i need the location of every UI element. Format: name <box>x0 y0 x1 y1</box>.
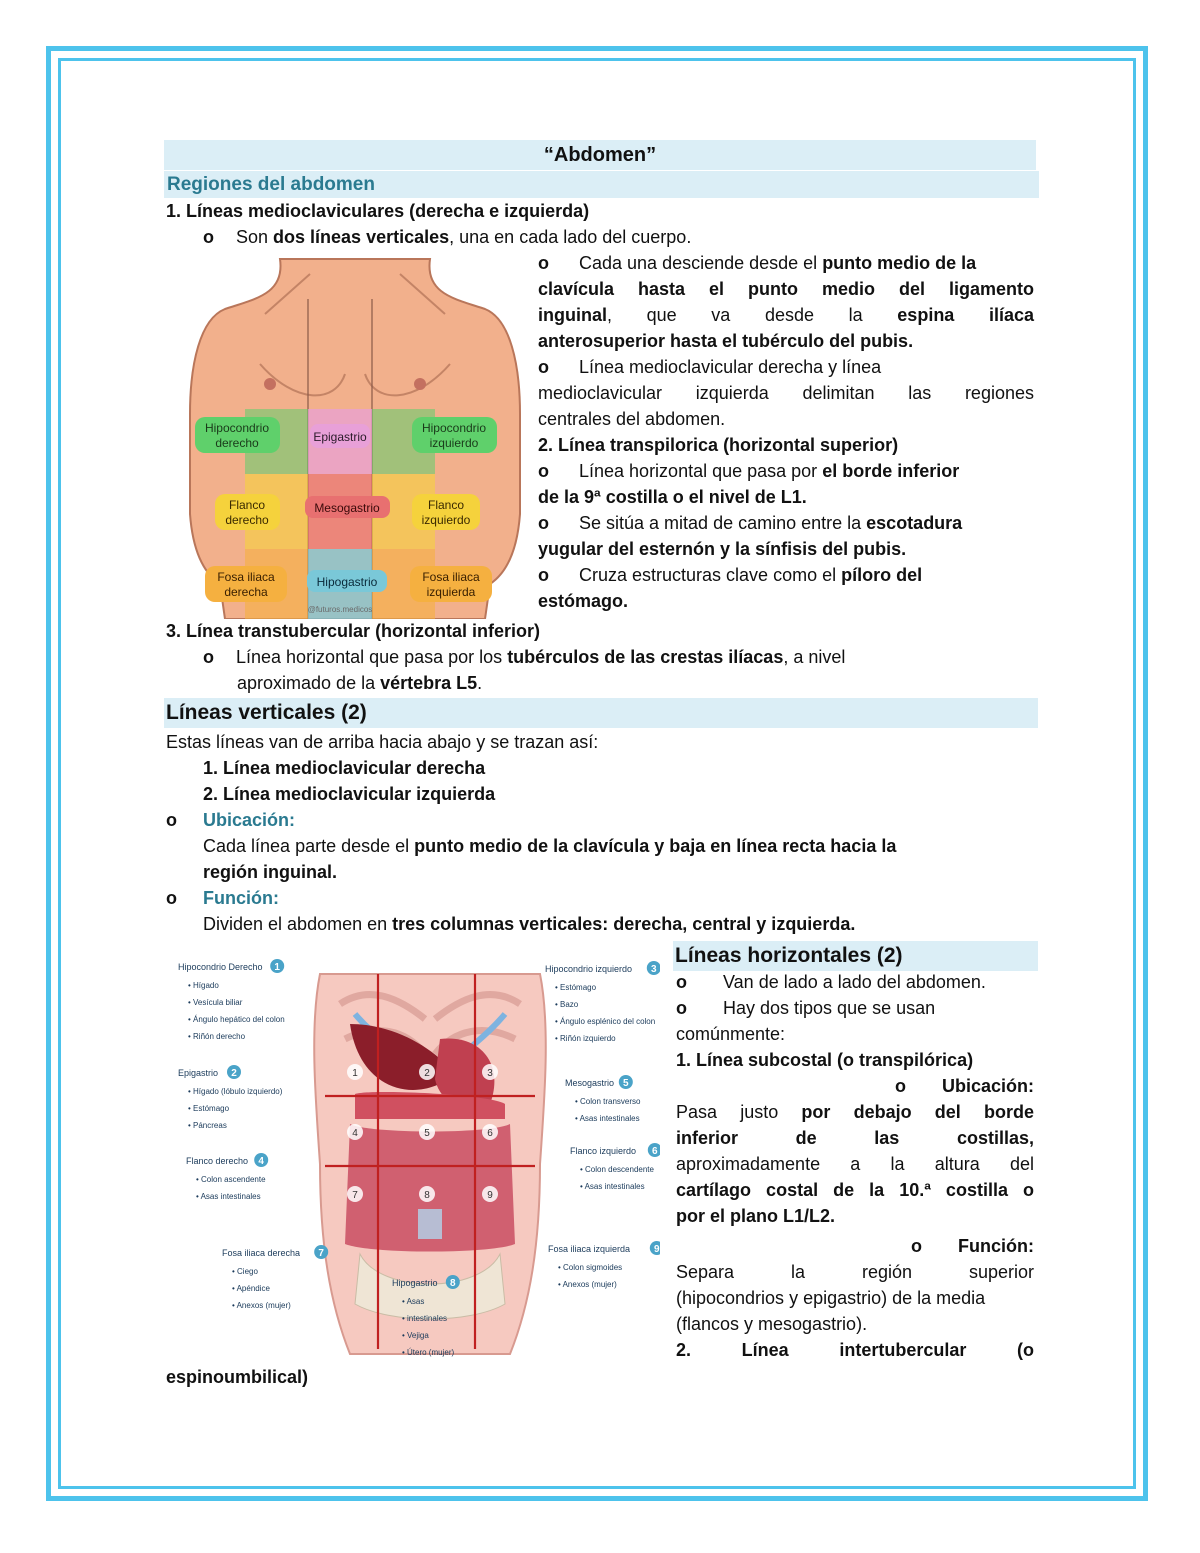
paragraph-line: inguinal, que va desde la espina ilíaca <box>538 305 1034 325</box>
organ-region-number: 1 <box>274 962 280 973</box>
paragraph-line: Cada línea parte desde el punto medio de la clavícula y baja en línea recta hacia la <box>203 836 897 856</box>
document-title: “Abdomen” <box>164 140 1036 170</box>
region-number: 8 <box>424 1190 430 1201</box>
svg-text:derecha: derecha <box>224 585 268 599</box>
paragraph-line: de la 9ª costilla o el nivel de L1. <box>538 487 807 507</box>
svg-text:Fosa iliaca: Fosa iliaca <box>217 570 275 584</box>
paragraph-line: por el plano L1/L2. <box>676 1206 836 1226</box>
list-item: o Ubicación: <box>166 810 296 830</box>
list-item: o Se sitúa a mitad de camino entre la escotadura <box>538 513 963 533</box>
organ-item: • Asas intestinales <box>580 1182 645 1191</box>
region-number: 2 <box>424 1068 430 1079</box>
organ-item: • Colon descendente <box>580 1165 654 1174</box>
region-number: 1 <box>352 1068 358 1079</box>
item-medioclaviculares: 1. Líneas medioclaviculares (derecha e izquierda) <box>166 201 590 221</box>
organ-item: • Hígado <box>188 981 219 990</box>
list-item: 2. Línea medioclavicular izquierda <box>203 784 496 804</box>
paragraph-line: Separa la región superior <box>676 1262 1034 1282</box>
list-item: o Van de lado a lado del abdomen. <box>676 972 986 992</box>
organ-item: • Ángulo esplénico del colon <box>555 1017 656 1026</box>
organ-item: • intestinales <box>402 1314 448 1323</box>
organ-region-title: Flanco derecho <box>186 1156 249 1166</box>
list-item: 1. Línea medioclavicular derecha <box>203 758 486 778</box>
organ-item: • Asas <box>402 1297 425 1306</box>
organ-item: • Vesícula biliar <box>188 998 243 1007</box>
svg-text:Hipogastrio: Hipogastrio <box>316 575 378 589</box>
svg-text:Hipocondrio: Hipocondrio <box>204 421 270 435</box>
paragraph-line: Pasa justo por debajo del borde <box>676 1102 1034 1122</box>
organ-region-number: 5 <box>623 1078 629 1089</box>
organ-item: • Ángulo hepático del colon <box>188 1015 285 1024</box>
item-intertubercular: 2. Línea intertubercular (o <box>676 1340 1034 1360</box>
organ-item: • Ciego <box>232 1267 258 1276</box>
svg-text:izquierdo: izquierdo <box>429 436 479 450</box>
list-item: o Línea medioclavicular derecha y línea <box>538 357 882 377</box>
paragraph-line: aproximadamente a la altura del <box>676 1154 1034 1174</box>
svg-text:izquierda: izquierda <box>426 585 476 599</box>
item-subcostal: 1. Línea subcostal (o transpilórica) <box>676 1050 974 1070</box>
paragraph-line: medioclavicular izquierda delimitan las regiones <box>538 383 1034 403</box>
paragraph-line: centrales del abdomen. <box>538 409 726 429</box>
list-item: o Función: <box>166 888 279 908</box>
item-transtubercular: 3. Línea transtubercular (horizontal inferior) <box>166 621 541 641</box>
paragraph-line: aproximado de la vértebra L5. <box>237 673 483 693</box>
organ-item: • Bazo <box>555 1000 579 1009</box>
region-number: 5 <box>424 1128 430 1139</box>
list-item: o Hay dos tipos que se usan <box>676 998 936 1018</box>
organ-region-number: 4 <box>258 1156 264 1167</box>
svg-text:Epigastrio: Epigastrio <box>313 430 367 444</box>
region-number: 3 <box>487 1068 493 1079</box>
svg-text:derecho: derecho <box>225 513 269 527</box>
list-item: o Línea horizontal que pasa por los tubérculos de las crestas ilíacas, a nivel <box>203 647 846 667</box>
svg-text:Flanco: Flanco <box>427 498 465 512</box>
svg-text:Flanco: Flanco <box>228 498 266 512</box>
section-heading-regiones: Regiones del abdomen <box>164 171 1039 198</box>
organ-region-title: Mesogastrio <box>565 1078 615 1088</box>
svg-text:Hipocondrio: Hipocondrio <box>421 421 487 435</box>
organ-region-number: 3 <box>651 964 657 975</box>
organ-region-title: Hipocondrio Derecho <box>178 962 263 972</box>
organ-item: • Colon transverso <box>575 1097 641 1106</box>
paragraph-line: Dividen el abdomen en tres columnas verticales: derecha, central y izquierda. <box>203 914 856 934</box>
paragraph-line: cartílago costal de la 10.ª costilla o <box>676 1180 1034 1200</box>
organ-item: • Colon sigmoides <box>558 1263 623 1272</box>
paragraph-line: espinoumbilical) <box>166 1367 309 1387</box>
organ-item: • Apéndice <box>232 1284 270 1293</box>
organ-item: • Estómago <box>555 983 597 992</box>
organ-item: • Asas intestinales <box>575 1114 640 1123</box>
paragraph-line: comúnmente: <box>676 1024 786 1044</box>
organ-item: • Anexos (mujer) <box>558 1280 617 1289</box>
paragraph-line: región inguinal. <box>203 862 337 882</box>
abdomen-organs-illustration <box>170 944 660 1364</box>
organ-region-title: Fosa iliaca izquierda <box>548 1244 631 1254</box>
list-item: o Ubicación: <box>894 1076 1034 1096</box>
abdomen-regions-illustration <box>185 254 522 619</box>
organ-item: • Páncreas <box>188 1121 227 1130</box>
list-item: o Cada una desciende desde el punto medio de la <box>538 253 977 273</box>
paragraph-line: (flancos y mesogastrio). <box>676 1314 868 1334</box>
organ-item: • Vejiga <box>402 1331 429 1340</box>
organ-region-number: 9 <box>654 1244 660 1255</box>
svg-text:izquierdo: izquierdo <box>421 513 471 527</box>
organ-region-number: 8 <box>450 1278 456 1289</box>
organ-region-number: 6 <box>652 1146 658 1157</box>
organ-region-number: 2 <box>231 1068 237 1079</box>
organ-region-title: Epigastrio <box>178 1068 219 1078</box>
paragraph-line: estómago. <box>538 591 629 611</box>
svg-text:Fosa iliaca: Fosa iliaca <box>422 570 480 584</box>
organ-region-title: Hipocondrio izquierdo <box>545 964 633 974</box>
organ-item: • Asas intestinales <box>196 1192 261 1201</box>
organ-item: • Riñón derecho <box>188 1032 246 1041</box>
region-number: 6 <box>487 1128 493 1139</box>
svg-text:Mesogastrio: Mesogastrio <box>314 501 380 515</box>
paragraph-line: inferior de las costillas, <box>676 1128 1034 1148</box>
organ-item: • Hígado (lóbulo izquierdo) <box>188 1087 283 1096</box>
paragraph-line: clavícula hasta el punto medio del ligamento <box>538 279 1034 299</box>
organ-item: • Anexos (mujer) <box>232 1301 291 1310</box>
organ-item: • Útero (mujer) <box>402 1348 455 1357</box>
paragraph-line: Estas líneas van de arriba hacia abajo y se trazan así: <box>166 732 599 752</box>
organ-item: • Colon ascendente <box>196 1175 266 1184</box>
organ-region-title: Fosa iliaca derecha <box>222 1248 301 1258</box>
paragraph-line: yugular del esternón y la sínfisis del pubis. <box>538 539 907 559</box>
list-item: o Línea horizontal que pasa por el borde inferior <box>538 461 960 481</box>
svg-text:@futuros.medicos: @futuros.medicos <box>307 605 373 614</box>
organ-item: • Riñón izquierdo <box>555 1034 616 1043</box>
list-item: o Función: <box>911 1236 1034 1256</box>
list-item: o Son dos líneas verticales, una en cada lado del cuerpo. <box>203 227 692 247</box>
list-item: o Cruza estructuras clave como el píloro del <box>538 565 923 585</box>
svg-text:derecho: derecho <box>215 436 259 450</box>
section-heading-verticales: Líneas verticales (2) <box>164 698 1038 728</box>
section-heading-horizontales: Líneas horizontales (2) <box>673 941 1038 971</box>
region-number: 9 <box>487 1190 493 1201</box>
organ-region-number: 7 <box>318 1248 324 1259</box>
organ-item: • Estómago <box>188 1104 230 1113</box>
organ-region-title: Flanco izquierdo <box>570 1146 637 1156</box>
region-number: 7 <box>352 1190 358 1201</box>
bullet-marker: o <box>203 227 214 247</box>
organ-region-title: Hipogastrio <box>392 1278 438 1288</box>
region-number: 4 <box>352 1128 358 1139</box>
paragraph-line: anterosuperior hasta el tubérculo del pubis. <box>538 331 914 351</box>
paragraph-line: (hipocondrios y epigastrio) de la media <box>676 1288 986 1308</box>
item-transpilorica: 2. Línea transpilorica (horizontal superior) <box>538 435 899 455</box>
